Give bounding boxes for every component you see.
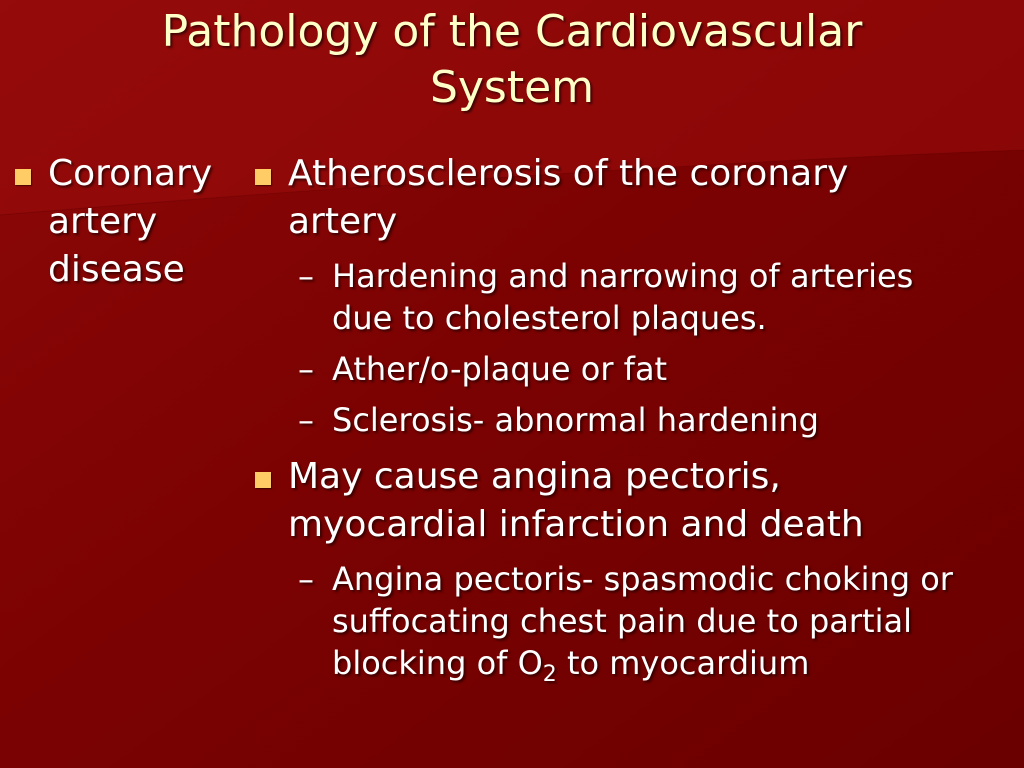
bullet-may-cause: [252, 453, 1017, 549]
bullet-text-line: artery: [48, 201, 158, 242]
slide-title-line-1: Pathology of the Cardiovascular: [161, 6, 863, 57]
square-bullet-icon: [255, 169, 271, 185]
sub-bullet-text-line: Sclerosis- abnormal hardening: [332, 401, 819, 439]
bullet-text-line: disease: [48, 249, 185, 290]
square-bullet-icon: [255, 472, 271, 488]
sub-bullet-text-line: Angina pectoris- spasmodic choking or: [332, 560, 953, 598]
square-bullet-icon: [15, 169, 31, 185]
bullet-coronary-artery-disease: [12, 150, 242, 294]
slide-title: [0, 4, 1024, 117]
sub-bullet-sclerosis: [252, 399, 1017, 441]
left-column: [12, 150, 242, 294]
subscript-2: 2: [542, 662, 557, 687]
slide-title-line-2: System: [429, 62, 595, 114]
sub-bullet-text-line: due to cholesterol plaques.: [332, 299, 767, 337]
sub-bullet-hardening: [252, 255, 1017, 339]
sub-bullet-text-line: suffocating chest pain due to partial: [332, 602, 912, 640]
bullet-text-line: Atherosclerosis of the coronary: [288, 153, 849, 194]
sub-bullet-text-line: Ather/o-plaque or fat: [332, 350, 668, 388]
dash-bullet-icon: –: [298, 257, 314, 295]
text-fragment: to myocardium: [556, 644, 810, 682]
dash-bullet-icon: –: [298, 560, 314, 598]
text-fragment: blocking of O: [332, 644, 543, 682]
sub-bullet-angina-pectoris: [252, 558, 1017, 687]
sub-bullet-text-line: [332, 642, 1017, 687]
bullet-atherosclerosis: [252, 150, 1017, 246]
dash-bullet-icon: –: [298, 350, 314, 388]
bullet-text-line: May cause angina pectoris,: [288, 456, 781, 497]
dash-bullet-icon: –: [298, 401, 314, 439]
right-column: [252, 150, 1017, 687]
bullet-text-line: Coronary: [48, 153, 213, 194]
sub-bullet-ather-o: [252, 348, 1017, 390]
bullet-text-line: myocardial infarction and death: [288, 504, 864, 545]
bullet-text-line: artery: [288, 201, 398, 242]
sub-bullet-text-line: Hardening and narrowing of arteries: [332, 257, 914, 295]
